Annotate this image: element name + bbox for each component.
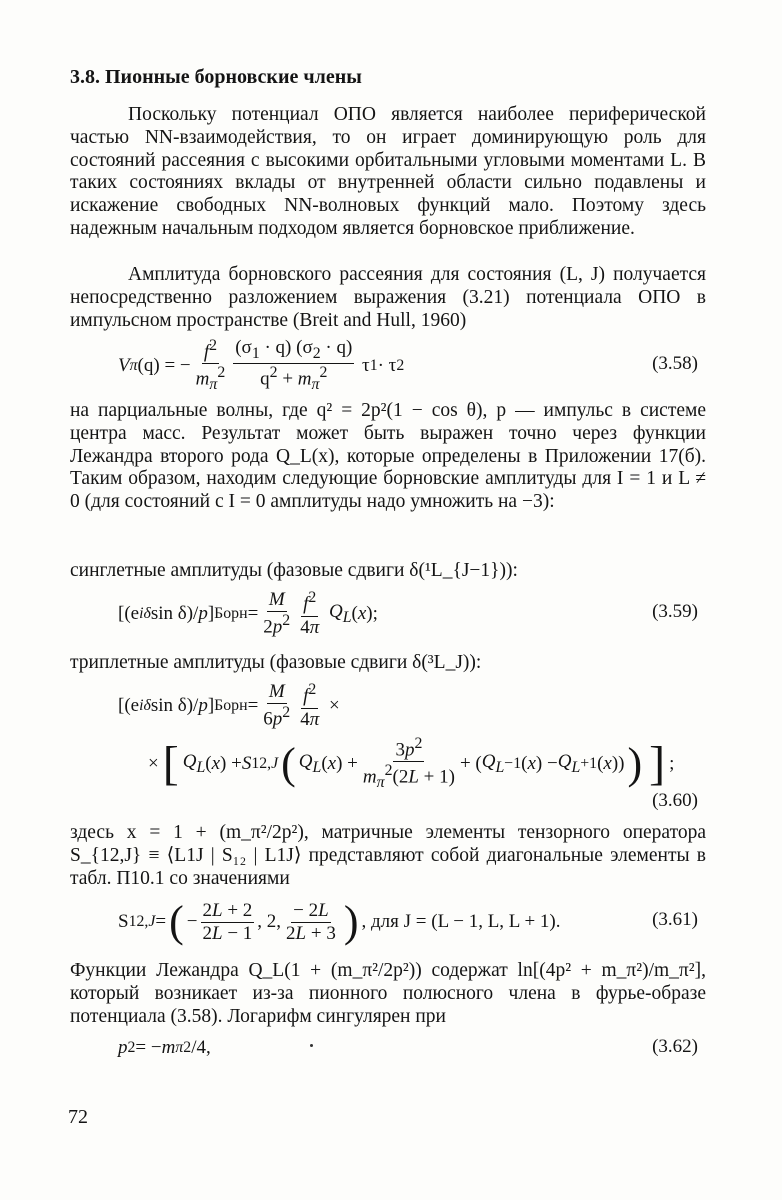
equation-3-60-line-1	[70, 676, 706, 736]
equation-3-58-number: (3.58)	[652, 353, 698, 374]
equation-3-61	[70, 892, 706, 952]
equation-3-60-body-1: [(e iδ sin δ)/ p ] Борн = $\frac{M}{6p^2}$ $\frac{f^2}{4\pi}$ ×	[118, 681, 340, 730]
equation-3-59-body: [(e iδ sin δ)/ p ] Борн = $\frac{M}{2p^2}$ $\frac{f^2}{4\pi}$ $Q_L$ ( x );	[118, 589, 378, 638]
paragraph-intro: Поскольку потенциал ОПО является наиболее периферической частью NN-взаимодействия, то он играет доминирующую роль для состояний рассеяния с высокими орбитальными угловыми моментами L. В таких состояниях вклады от внутренней области сильно подавлены и искажение свободных NN-волновых функций мало. Поэтому здесь надежным начальным подходом является борновское приближение.	[70, 104, 706, 239]
equation-3-60-body-2: × [ $Q_L$ ( x ) + S 12,J ( $Q_L$ ( x ) + $\frac{3p^2}{m_\pi^2(2L + 1)}$ + ( $Q_L$ −1 ( x ) − $Q_L$ +1 ( x )) ) ] ;	[148, 735, 675, 792]
paragraph-partial-waves: на парциальные волны, где q² = 2p²(1 − cos θ), p — импульс в системе центра масс. Результат может быть выражен точно через функции Лежандра второго рода Q_L(x), которые определены в Приложении 17(б). Таким образом, находим следующие борновские амплитуды для I = 1 и L ≠ 0 (для состояний с I = 0 амплитуды надо умножить на −3):	[70, 400, 706, 513]
equation-3-61-body: S 12,J = ( − $\frac{2L + 2}{2L - 1}$ , 2, $\frac{- 2L}{2L + 3}$ ) , для J = (L − 1, L, L + 1).	[118, 897, 561, 946]
paragraph-tensor-operator: здесь x = 1 + (m_π²/2p²), матричные элементы тензорного оператора S_{12,J} ≡ ⟨L1J | S₁₂ | L1J⟩ представляют собой диагональные элементы в табл. П10.1 со значениями	[70, 822, 706, 889]
equation-3-62-number: (3.62)	[652, 1036, 698, 1057]
page-number: 72	[68, 1106, 88, 1128]
equation-3-61-condition: , для J = (L − 1, L, L + 1).	[361, 911, 561, 932]
equation-3-62	[70, 1028, 706, 1068]
equation-3-62-body: p 2 = − m π 2 /4,	[118, 1037, 211, 1058]
equation-3-60-line-2	[70, 734, 706, 794]
equation-3-61-number: (3.61)	[652, 909, 698, 930]
equation-3-58-body: V π (q) = − $\frac{f^2}{m_\pi^2}$ $\frac{(\sigma_1 \cdot q) (\sigma_2 \cdot q)}{q^2 + m_\pi^2}$ τ 1 · τ 2	[118, 336, 405, 394]
equation-3-58	[70, 336, 706, 396]
equation-3-60-number: (3.60)	[652, 790, 698, 811]
equation-3-59	[70, 584, 706, 644]
paragraph-singlet: синглетные амплитуды (фазовые сдвиги δ(¹L_{J−1})):	[70, 560, 518, 581]
equation-3-59-number: (3.59)	[652, 601, 698, 622]
paragraph-legendre: Функции Лежандра Q_L(1 + (m_π²/2p²)) содержат ln[(4p² + m_π²)/m_π²], который возникает из-за пионного полюсного члена в фурье-образе потенциала (3.58). Логарифм сингулярен при	[70, 960, 706, 1027]
paragraph-born-amplitude: Амплитуда борновского рассеяния для состояния (L, J) получается непосредственно разложением выражения (3.21) потенциала ОПО в импульсном пространстве (Breit and Hull, 1960)	[70, 264, 706, 331]
stray-dot	[310, 1044, 313, 1047]
section-title: 3.8. Пионные борновские члены	[70, 66, 362, 88]
paragraph-triplet: триплетные амплитуды (фазовые сдвиги δ(³L_J)):	[70, 652, 482, 673]
